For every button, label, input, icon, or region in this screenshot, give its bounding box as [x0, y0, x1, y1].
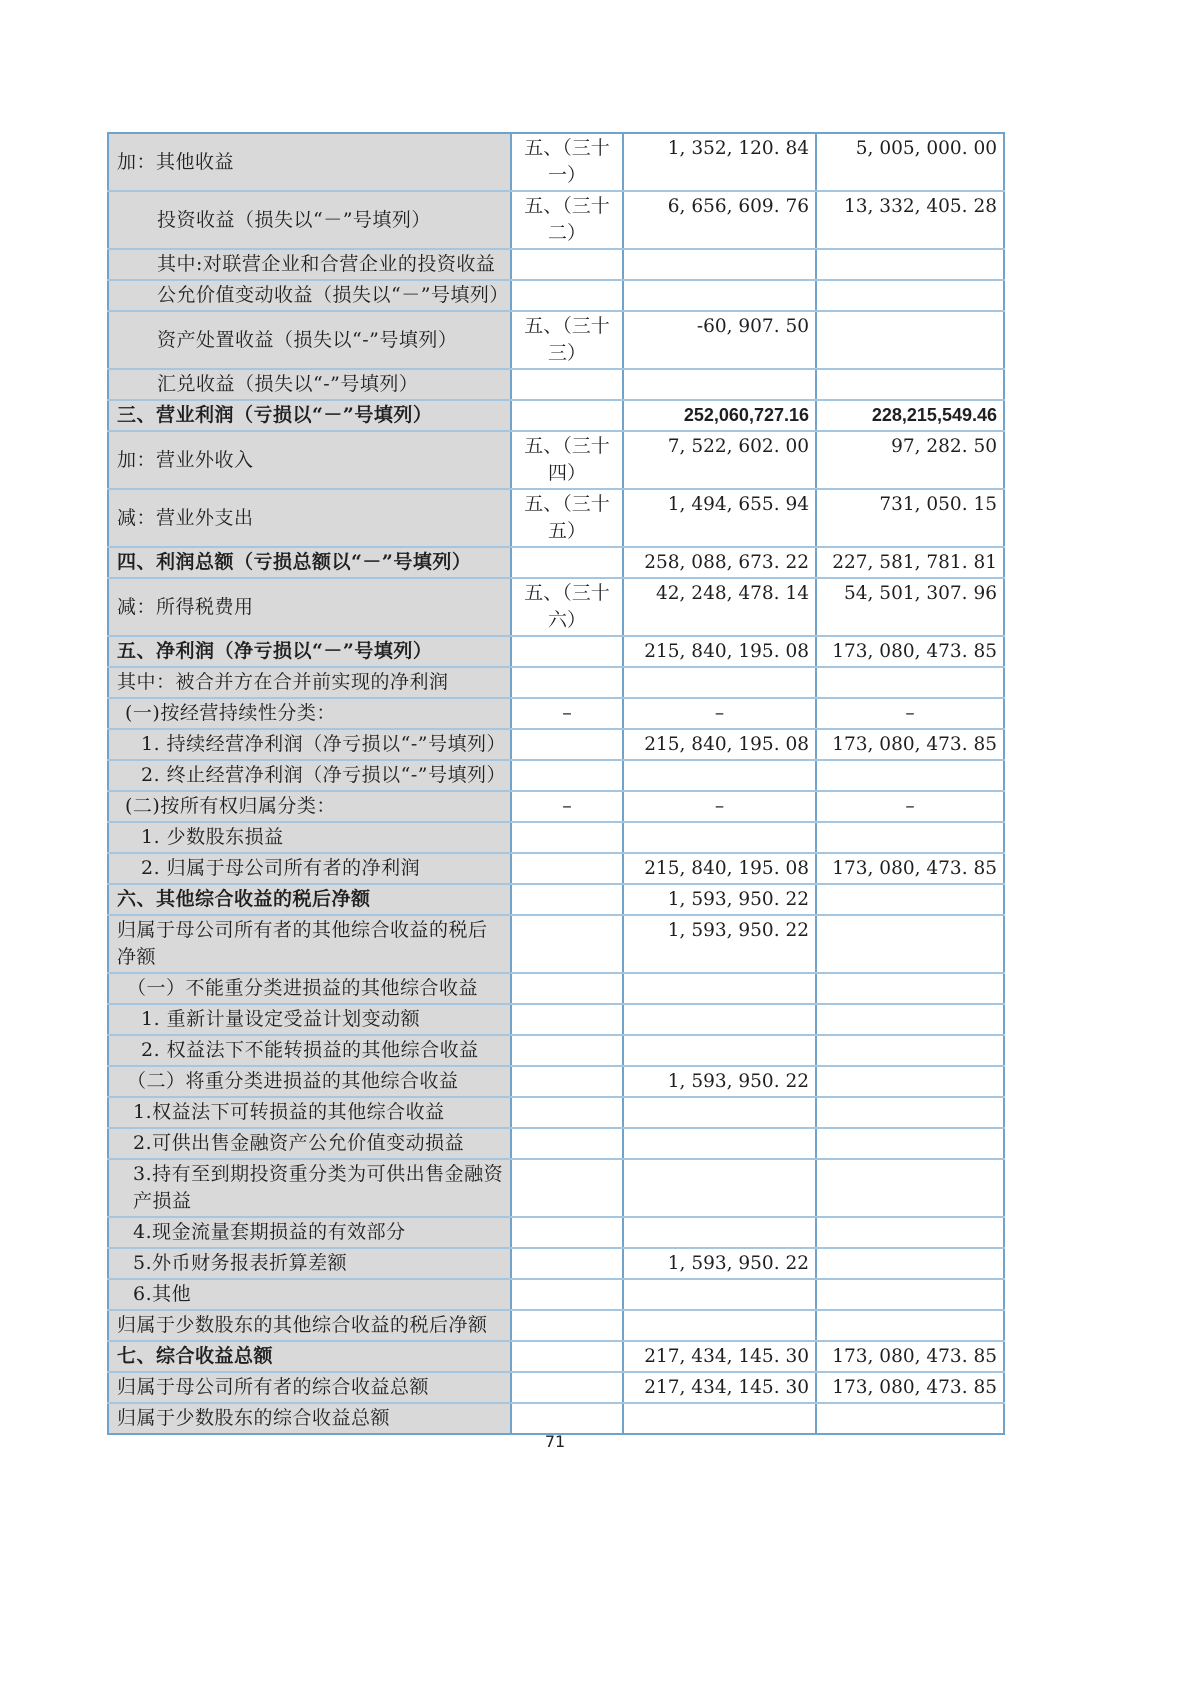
row-note-ref — [511, 1372, 623, 1403]
row-note-ref: 五、（三十二） — [511, 191, 623, 249]
table-row — [108, 1004, 1004, 1035]
row-amount-prior — [816, 915, 1004, 973]
row-note-ref — [511, 249, 623, 280]
row-amount-prior: – — [816, 698, 1004, 729]
row-amount-prior: 731, 050. 15 — [816, 489, 1004, 547]
row-amount-prior — [816, 369, 1004, 400]
row-amount-current — [623, 1035, 816, 1066]
row-amount-prior: 173, 080, 473. 85 — [816, 1372, 1004, 1403]
row-label: 归属于母公司所有者的其他综合收益的税后净额 — [108, 915, 511, 973]
row-amount-current: 258, 088, 673. 22 — [623, 547, 816, 578]
row-amount-current: 217, 434, 145. 30 — [623, 1341, 816, 1372]
row-amount-prior — [816, 973, 1004, 1004]
row-amount-prior — [816, 1279, 1004, 1310]
row-label: 1.权益法下可转损益的其他综合收益 — [108, 1097, 511, 1128]
row-label: 3.持有至到期投资重分类为可供出售金融资产损益 — [108, 1159, 511, 1217]
table-row — [108, 191, 1004, 249]
row-amount-prior: – — [816, 791, 1004, 822]
table-row — [108, 729, 1004, 760]
table-row — [108, 1097, 1004, 1128]
table-row — [108, 400, 1004, 431]
row-label: 五、净利润（净亏损以“－”号填列） — [108, 636, 511, 667]
row-note-ref: 五、（三十一） — [511, 133, 623, 191]
row-amount-current: 1, 593, 950. 22 — [623, 1066, 816, 1097]
row-label: 三、营业利润（亏损以“－”号填列） — [108, 400, 511, 431]
row-amount-prior: 173, 080, 473. 85 — [816, 1341, 1004, 1372]
row-note-ref — [511, 1403, 623, 1434]
row-label: 1. 持续经营净利润（净亏损以“-”号填列） — [108, 729, 511, 760]
row-note-ref — [511, 853, 623, 884]
row-amount-prior: 13, 332, 405. 28 — [816, 191, 1004, 249]
row-amount-current — [623, 1403, 816, 1434]
table-row — [108, 1035, 1004, 1066]
row-note-ref: – — [511, 791, 623, 822]
row-amount-prior: 54, 501, 307. 96 — [816, 578, 1004, 636]
row-label: 归属于少数股东的其他综合收益的税后净额 — [108, 1310, 511, 1341]
page-number: 71 — [544, 1432, 566, 1451]
row-amount-current — [623, 973, 816, 1004]
row-note-ref — [511, 1217, 623, 1248]
table-row — [108, 547, 1004, 578]
row-label: 2. 归属于母公司所有者的净利润 — [108, 853, 511, 884]
row-amount-current: 215, 840, 195. 08 — [623, 636, 816, 667]
table-row — [108, 1159, 1004, 1217]
row-amount-prior — [816, 760, 1004, 791]
row-amount-prior: 173, 080, 473. 85 — [816, 729, 1004, 760]
row-amount-prior — [816, 280, 1004, 311]
table-row — [108, 1403, 1004, 1434]
table-row — [108, 431, 1004, 489]
row-label: 六、其他综合收益的税后净额 — [108, 884, 511, 915]
row-label: 减：营业外支出 — [108, 489, 511, 547]
row-amount-prior — [816, 311, 1004, 369]
table-row — [108, 1279, 1004, 1310]
row-label: 1. 重新计量设定受益计划变动额 — [108, 1004, 511, 1035]
row-note-ref — [511, 667, 623, 698]
row-amount-current: 42, 248, 478. 14 — [623, 578, 816, 636]
row-amount-prior — [816, 822, 1004, 853]
row-note-ref — [511, 280, 623, 311]
row-note-ref: 五、（三十四） — [511, 431, 623, 489]
row-label: （一）不能重分类进损益的其他综合收益 — [108, 973, 511, 1004]
row-amount-current: 215, 840, 195. 08 — [623, 729, 816, 760]
row-amount-current — [623, 1159, 816, 1217]
table-row — [108, 822, 1004, 853]
row-amount-prior — [816, 1097, 1004, 1128]
table-row — [108, 853, 1004, 884]
row-note-ref — [511, 1341, 623, 1372]
row-amount-current: 252,060,727.16 — [623, 400, 816, 431]
row-label: 2.可供出售金融资产公允价值变动损益 — [108, 1128, 511, 1159]
row-amount-prior — [816, 1035, 1004, 1066]
row-label: 归属于少数股东的综合收益总额 — [108, 1403, 511, 1434]
row-amount-current — [623, 1217, 816, 1248]
row-amount-current: 1, 593, 950. 22 — [623, 915, 816, 973]
row-amount-current — [623, 1279, 816, 1310]
table-row — [108, 369, 1004, 400]
row-label: 2. 终止经营净利润（净亏损以“-”号填列） — [108, 760, 511, 791]
row-label: 其中：被合并方在合并前实现的净利润 — [108, 667, 511, 698]
row-amount-current: 215, 840, 195. 08 — [623, 853, 816, 884]
table-row — [108, 280, 1004, 311]
row-label: 4.现金流量套期损益的有效部分 — [108, 1217, 511, 1248]
table-row — [108, 760, 1004, 791]
table-row — [108, 636, 1004, 667]
row-label: 七、综合收益总额 — [108, 1341, 511, 1372]
row-label: 加：营业外收入 — [108, 431, 511, 489]
table-row — [108, 698, 1004, 729]
row-amount-current: 1, 593, 950. 22 — [623, 1248, 816, 1279]
table-row — [108, 667, 1004, 698]
row-amount-prior — [816, 1004, 1004, 1035]
income-statement-table — [107, 132, 1005, 1435]
row-note-ref: – — [511, 698, 623, 729]
row-label: 汇兑收益（损失以“-”号填列） — [108, 369, 511, 400]
row-note-ref — [511, 760, 623, 791]
table-row — [108, 578, 1004, 636]
row-label: 加：其他收益 — [108, 133, 511, 191]
row-note-ref: 五、（三十五） — [511, 489, 623, 547]
row-amount-current: 1, 494, 655. 94 — [623, 489, 816, 547]
table-row — [108, 1128, 1004, 1159]
row-amount-current — [623, 369, 816, 400]
row-label: 其中:对联营企业和合营企业的投资收益 — [108, 249, 511, 280]
row-note-ref — [511, 1004, 623, 1035]
row-amount-current — [623, 822, 816, 853]
row-amount-current — [623, 1310, 816, 1341]
row-label: 6.其他 — [108, 1279, 511, 1310]
row-note-ref — [511, 915, 623, 973]
row-amount-prior: 97, 282. 50 — [816, 431, 1004, 489]
table-row — [108, 973, 1004, 1004]
row-amount-current: 1, 352, 120. 84 — [623, 133, 816, 191]
table-row — [108, 1341, 1004, 1372]
row-amount-current — [623, 667, 816, 698]
row-note-ref — [511, 729, 623, 760]
row-amount-current: 7, 522, 602. 00 — [623, 431, 816, 489]
row-note-ref — [511, 400, 623, 431]
row-label: （二）将重分类进损益的其他综合收益 — [108, 1066, 511, 1097]
row-note-ref: 五、（三十六） — [511, 578, 623, 636]
row-note-ref — [511, 1159, 623, 1217]
table-row — [108, 311, 1004, 369]
row-note-ref — [511, 884, 623, 915]
row-amount-prior: 173, 080, 473. 85 — [816, 853, 1004, 884]
row-amount-prior: 5, 005, 000. 00 — [816, 133, 1004, 191]
row-note-ref — [511, 369, 623, 400]
row-amount-current — [623, 760, 816, 791]
row-amount-prior — [816, 667, 1004, 698]
row-note-ref — [511, 1248, 623, 1279]
row-note-ref — [511, 1035, 623, 1066]
table-row — [108, 1310, 1004, 1341]
row-amount-current — [623, 249, 816, 280]
row-label: 5.外币财务报表折算差额 — [108, 1248, 511, 1279]
table-row — [108, 791, 1004, 822]
row-label: 归属于母公司所有者的综合收益总额 — [108, 1372, 511, 1403]
row-label: 2. 权益法下不能转损益的其他综合收益 — [108, 1035, 511, 1066]
table-row — [108, 1066, 1004, 1097]
table-row — [108, 249, 1004, 280]
table-row — [108, 1217, 1004, 1248]
row-label: (二)按所有权归属分类： — [108, 791, 511, 822]
row-note-ref — [511, 1066, 623, 1097]
row-amount-current: – — [623, 698, 816, 729]
row-amount-current — [623, 1097, 816, 1128]
row-amount-current: -60, 907. 50 — [623, 311, 816, 369]
row-amount-prior — [816, 884, 1004, 915]
row-label: 投资收益（损失以“－”号填列） — [108, 191, 511, 249]
row-amount-prior — [816, 249, 1004, 280]
row-label: 资产处置收益（损失以“-”号填列） — [108, 311, 511, 369]
row-note-ref — [511, 1279, 623, 1310]
table-row — [108, 489, 1004, 547]
row-amount-current — [623, 1128, 816, 1159]
row-note-ref — [511, 1310, 623, 1341]
row-amount-prior — [816, 1217, 1004, 1248]
table-body — [108, 133, 1004, 1434]
row-note-ref — [511, 822, 623, 853]
row-label: 四、利润总额（亏损总额以“－”号填列） — [108, 547, 511, 578]
row-amount-prior — [816, 1066, 1004, 1097]
row-amount-current: 6, 656, 609. 76 — [623, 191, 816, 249]
table-row — [108, 1372, 1004, 1403]
row-note-ref — [511, 973, 623, 1004]
row-amount-prior — [816, 1159, 1004, 1217]
row-amount-current — [623, 1004, 816, 1035]
row-note-ref — [511, 1097, 623, 1128]
row-note-ref — [511, 1128, 623, 1159]
table-row — [108, 915, 1004, 973]
row-label: 减：所得税费用 — [108, 578, 511, 636]
row-label: 1. 少数股东损益 — [108, 822, 511, 853]
row-note-ref — [511, 547, 623, 578]
row-label: (一)按经营持续性分类： — [108, 698, 511, 729]
row-amount-prior: 173, 080, 473. 85 — [816, 636, 1004, 667]
income-statement-page — [107, 132, 1003, 1435]
row-amount-prior — [816, 1248, 1004, 1279]
row-amount-prior — [816, 1128, 1004, 1159]
row-label: 公允价值变动收益（损失以“－”号填列） — [108, 280, 511, 311]
row-amount-current — [623, 280, 816, 311]
table-row — [108, 884, 1004, 915]
row-amount-current: 217, 434, 145. 30 — [623, 1372, 816, 1403]
table-row — [108, 133, 1004, 191]
row-amount-prior: 227, 581, 781. 81 — [816, 547, 1004, 578]
row-amount-current: – — [623, 791, 816, 822]
row-amount-prior: 228,215,549.46 — [816, 400, 1004, 431]
row-amount-prior — [816, 1403, 1004, 1434]
table-row — [108, 1248, 1004, 1279]
row-amount-prior — [816, 1310, 1004, 1341]
row-note-ref: 五、（三十三） — [511, 311, 623, 369]
row-note-ref — [511, 636, 623, 667]
row-amount-current: 1, 593, 950. 22 — [623, 884, 816, 915]
